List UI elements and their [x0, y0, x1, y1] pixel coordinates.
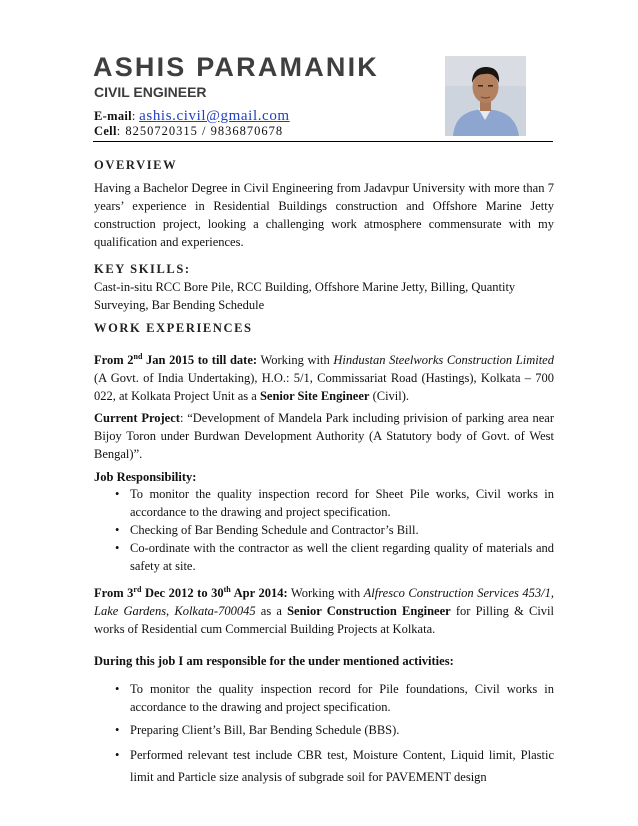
list-item: • Performed relevant test include CBR test, Moisture Content, Liquid limit, Plastic limit and Particle size analysis of subgrade soil for PAVEMENT design — [94, 744, 554, 788]
job1-responsibility-list — [94, 485, 554, 575]
list-item: • To monitor the quality inspection record for Pile foundations, Civil works in accordance to the drawing and project specification. — [115, 682, 554, 714]
job2-responsibility-heading: During this job I am responsible for the under mentioned activities: — [94, 654, 454, 668]
job1-current-project: Current Project: “Development of Mandela Park including privision of parking area near Bijoy Toron under Burdwan Development Authority (A Statutory body of Govt. of West Bengal)”. — [94, 411, 554, 461]
job1-dates: From 2nd Jan 2015 to till date: — [94, 351, 258, 367]
list-item: • To monitor the quality inspection record for Sheet Pile works, Civil works in accordance to the drawing and project specification. — [115, 487, 554, 519]
list-item: • Preparing Client’s Bill, Bar Bending Schedule (BBS). — [115, 723, 400, 737]
list-item: • Co-ordinate with the contractor as well the client regarding quality of materials and safety at site. — [115, 541, 554, 573]
email-label: E-mail — [94, 109, 132, 123]
bullet-icon: • — [115, 487, 120, 501]
job2-company: Alfresco Construction Services 453/1, Lake Gardens, Kolkata-700045 — [94, 586, 555, 618]
cell-label: Cell — [94, 124, 117, 138]
cell-line: Cell: 8250720315 / 9836870678 — [94, 124, 284, 138]
profile-photo — [445, 56, 526, 136]
current-project-label: Current Project — [94, 411, 180, 425]
key-skills-text: Cast-in-situ RCC Bore Pile, RCC Building, Offshore Marine Jetty, Billing, Quantity Surveying, Bar Bending Schedule — [94, 280, 516, 312]
header-divider — [93, 141, 553, 142]
email-line: E-mail: ashis.civil@gmail.com — [94, 108, 290, 124]
job1-role: Senior Site Engineer — [259, 389, 370, 403]
bullet-icon: • — [115, 523, 120, 537]
overview-text: Having a Bachelor Degree in Civil Engineering from Jadavpur University with more than 7 years’ experience in Residential Buildings construction and Offshore Marine Jetty construction project, looking a challenging work atmosphere commensurate with my qualification and experiences. — [94, 181, 554, 249]
job2-role: Senior Construction Engineer — [287, 604, 451, 618]
bullet-icon: • — [115, 541, 120, 555]
list-item: • Checking of Bar Bending Schedule and Contractor’s Bill. — [115, 523, 419, 537]
email-link[interactable]: ashis.civil@gmail.com — [139, 108, 290, 124]
bullet-icon: • — [115, 682, 120, 696]
job1-responsibility-heading: Job Responsibility: — [94, 470, 197, 484]
job1-company: Hindustan Steelworks Construction Limited — [333, 353, 554, 367]
job2-dates: From 3rd Dec 2012 to 30th Apr 2014: — [94, 584, 288, 600]
overview-heading: OVERVIEW — [94, 158, 178, 172]
job2-summary: From 3rd Dec 2012 to 30th Apr 2014: Working with Alfresco Construction Services 453/1, Lake Gardens, Kolkata-700045 as a Senior Construction Engineer for Pilling & Civil works of Residential cum Commercial Building Projects at Kolkata. — [94, 584, 555, 636]
job-title: CIVIL ENGINEER — [94, 84, 207, 100]
key-skills-heading: KEY SKILLS: — [94, 262, 191, 276]
cell-number: 8250720315 / 9836870678 — [125, 124, 284, 138]
person-portrait-icon — [445, 56, 526, 136]
job2-responsibility-list — [94, 680, 554, 788]
work-experiences-heading: WORK EXPERIENCES — [94, 321, 253, 335]
job1-summary: From 2nd Jan 2015 to till date: Working with Hindustan Steelworks Construction Limited (A Govt. of India Undertaking), H.O.: 5/1, Commissariat Road (Hastings), Kolkata – 700 022, at Kolkata Project Unit as a Senior Site Engineer (Civil). — [94, 351, 554, 403]
bullet-icon: • — [115, 748, 120, 762]
resume-name: ASHIS PARAMANIK — [93, 52, 380, 82]
bullet-icon: • — [115, 723, 120, 737]
